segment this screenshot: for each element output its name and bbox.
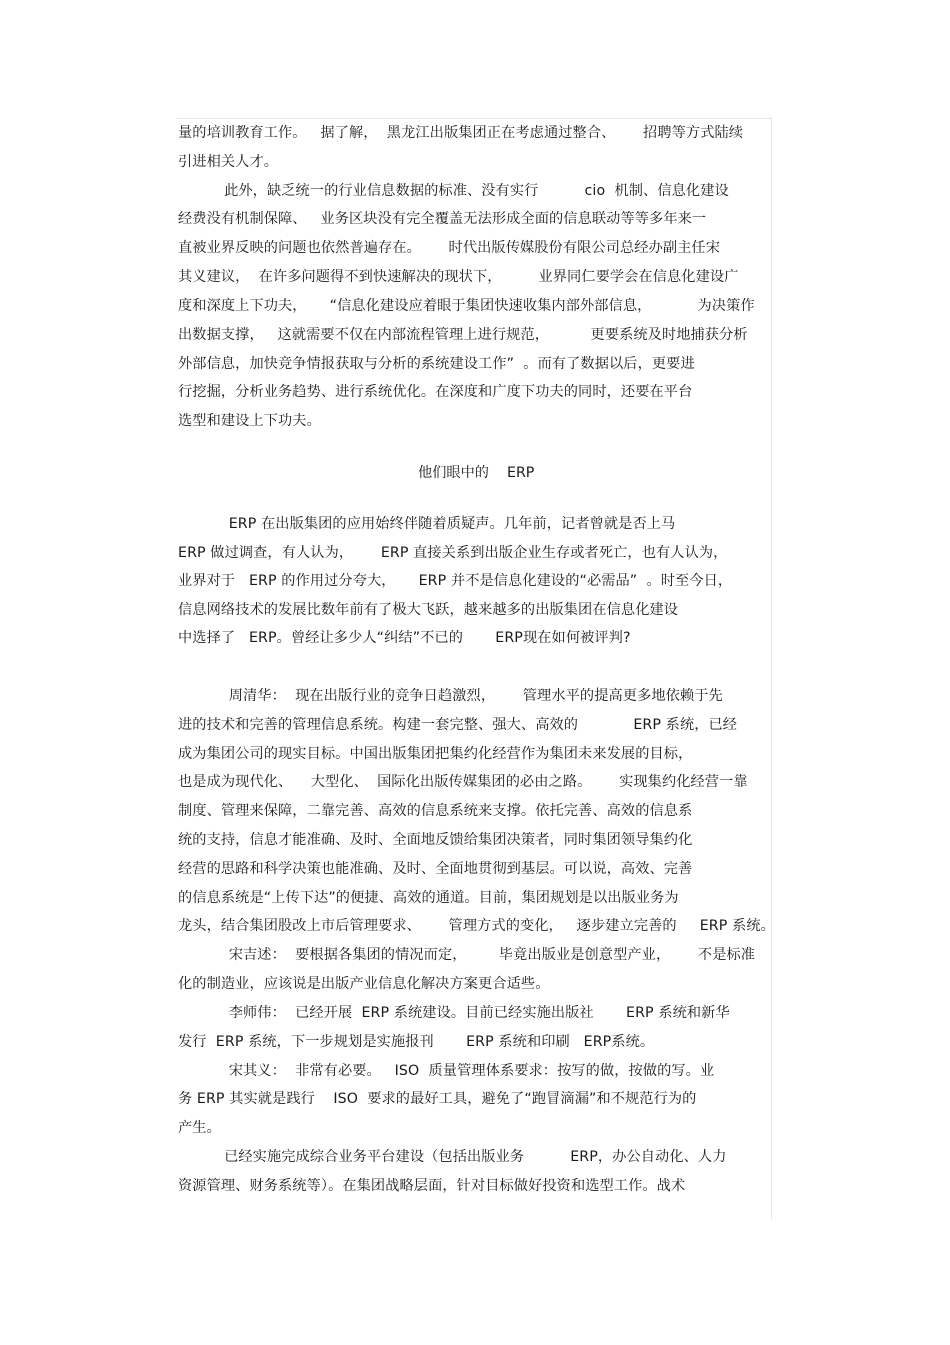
paragraph-line: 也是成为现代化、 大型化、 国际化出版传媒集团的必由之路。 实现集约化经营一靠: [178, 774, 748, 790]
paragraph-line: 量的培训教育工作。 据了解， 黑龙江出版集团正在考虑通过整合、 招聘等方式陆续: [178, 125, 744, 141]
paragraph-line: ERP 在出版集团的应用始终伴随着质疑声。几年前，记者曾就是否上马: [178, 516, 676, 532]
page-border-right: [771, 118, 772, 1220]
paragraph-line: 制度、管理来保障，二靠完善、高效的信息系统来支撑。依托完善、高效的信息系: [178, 803, 693, 819]
paragraph-line: 信息网络技术的发展比数年前有了极大飞跃，越来越多的出版集团在信息化建设: [178, 602, 679, 618]
paragraph-line: 发行 ERP 系统，下一步规划是实施报刊 ERP 系统和印刷 ERP系统。: [178, 1034, 655, 1050]
paragraph-line: 产生。: [178, 1120, 221, 1136]
paragraph-line: 宋吉述： 要根据各集团的情况而定， 毕竟出版业是创意型产业， 不是标准: [178, 947, 756, 963]
paragraph-line: 直被业界反映的问题也依然普遍存在。 时代出版传媒股份有限公司总经办副主任宋: [178, 240, 721, 256]
paragraph-line: 度和深度上下功夫， “信息化建设应着眼于集团快速收集内部外部信息， 为决策作: [178, 298, 755, 314]
paragraph-line: 经营的思路和科学决策也能准确、及时、全面地贯彻到基层。可以说，高效、完善: [178, 861, 693, 877]
paragraph-line: 行挖掘，分析业务趋势、进行系统优化。在深度和广度下功夫的同时，还要在平台: [178, 384, 693, 400]
paragraph-line: 李师伟： 已经开展 ERP 系统建设。目前已经实施出版社 ERP 系统和新华: [178, 1005, 730, 1021]
paragraph-line: 进的技术和完善的管理信息系统。构建一套完整、强大、高效的 ERP 系统，已经: [178, 717, 738, 733]
paragraph-line: 此外，缺乏统一的行业信息数据的标准、没有实行 cio 机制、信息化建设: [178, 183, 729, 199]
paragraph-line: 宋其义： 非常有必要。 ISO 质量管理体系要求：按写的做，按做的写。业: [178, 1063, 715, 1079]
paragraph-line: 其义建议， 在许多问题得不到快速解决的现状下， 业界同仁要学会在信息化建设广: [178, 269, 739, 285]
paragraph-line: 已经实施完成综合业务平台建设（包括出版业务 ERP，办公自动化、人力: [178, 1149, 727, 1165]
paragraph-line: 统的支持，信息才能准确、及时、全面地反馈给集团决策者，同时集团领导集约化: [178, 832, 693, 848]
paragraph-line: 的信息系统是“上传下达”的便捷、高效的通道。目前，集团规划是以出版业务为: [178, 890, 679, 906]
paragraph-line: 引进相关人才。: [178, 154, 279, 170]
paragraph-line: 务 ERP 其实就是践行 ISO 要求的最好工具，避免了“跑冒滴漏”和不规范行为的: [178, 1091, 697, 1107]
paragraph-line: 选型和建设上下功夫。: [178, 413, 321, 429]
paragraph-line: 出数据支撑， 这就需要不仅在内部流程管理上进行规范， 更要系统及时地捕获分析: [178, 327, 748, 343]
paragraph-line: 龙头，结合集团股改上市后管理要求、 管理方式的变化， 逐步建立完善的 ERP 系统。: [178, 918, 775, 934]
paragraph-line: 化的制造业，应该说是出版产业信息化解决方案更合适些。: [178, 976, 550, 992]
paragraph-line: 经费没有机制保障、 业务区块没有完全覆盖无法形成全面的信息联动等等多年来一: [178, 211, 707, 227]
paragraph-line: 中选择了 ERP。曾经让多少人“纠结”不已的 ERP现在如何被评判?: [178, 630, 631, 646]
paragraph-line: 周清华： 现在出版行业的竞争日趋激烈， 管理水平的提高更多地依赖于先: [178, 688, 723, 704]
paragraph-line: ERP 做过调查，有人认为， ERP 直接关系到出版企业生存或者死亡，也有人认为，: [178, 545, 728, 561]
paragraph-line: 业界对于 ERP 的作用过分夸大， ERP 并不是信息化建设的“必需品” 。时至今日，: [178, 573, 733, 589]
paragraph-line: 外部信息，加快竞争情报获取与分析的系统建设工作” 。而有了数据以后，更要进: [178, 356, 695, 372]
section-heading: 他们眼中的 ERP: [418, 465, 535, 481]
paragraph-line: 成为集团公司的现实目标。中国出版集团把集约化经营作为集团未来发展的目标，: [178, 746, 693, 762]
page-border-top: [176, 118, 772, 119]
paragraph-line: 资源管理、财务系统等）。在集团战略层面，针对目标做好投资和选型工作。战术: [178, 1178, 686, 1194]
